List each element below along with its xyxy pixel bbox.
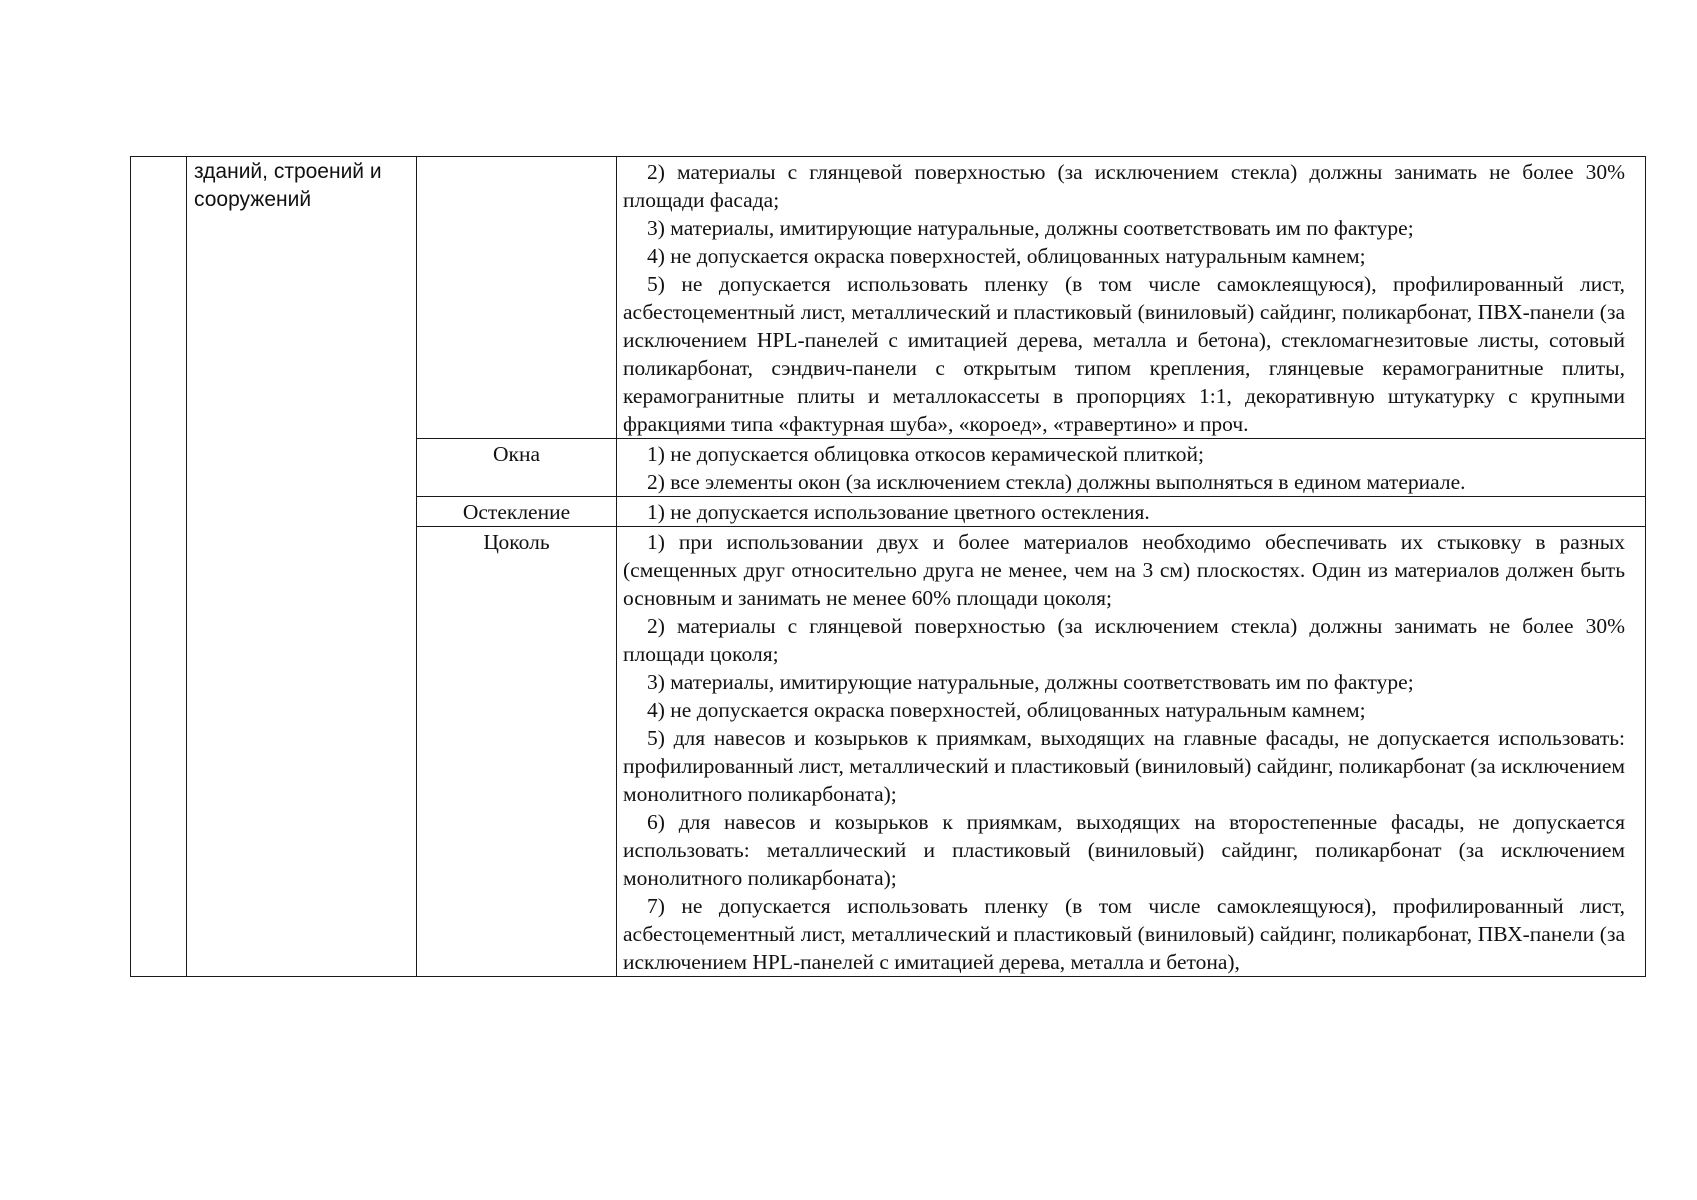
requirements-cell xyxy=(617,157,1646,439)
requirements-cell xyxy=(617,439,1646,497)
requirements-table xyxy=(130,156,1646,977)
element-cell: Остекление xyxy=(417,497,617,527)
element-cell xyxy=(417,157,617,439)
requirement-item: 2) материалы с глянцевой поверхностью (за исключением стекла) должны занимать не более 30% площади цоколя; xyxy=(623,614,1625,666)
table-row xyxy=(131,157,1646,439)
requirement-item: 5) для навесов и козырьков к приямкам, выходящих на главные фасады, не допускается использовать: профилированный лист, металлический и пластиковый (виниловый) сайдинг, поликарбонат (за исключением монолитного поликарбоната); xyxy=(623,726,1625,806)
requirement-item: 4) не допускается окраска поверхностей, облицованных натуральным камнем; xyxy=(647,698,1366,722)
element-cell: Цоколь xyxy=(417,527,617,977)
element-cell: Окна xyxy=(417,439,617,497)
requirements-cell xyxy=(617,497,1646,527)
requirement-item: 5) не допускается использовать пленку (в том числе самоклеящуюся), профилированный лист, асбестоцементный лист, металлический и пластиковый (виниловый) сайдинг, поликарбонат, ПВХ-панели (за исключением HPL-панелей с имитацией дерева, металла и бетона), стекломагнезитовые листы, сотовый поликарбонат, сэндвич-панели с открытым типом крепления, глянцевые керамогранитные плиты, керамогранитные плиты и металлокассеты в пропорциях 1:1, декоративную штукатурку с крупными фракциями типа «фактурная шуба», «короед», «травертино» и проч. xyxy=(623,272,1625,436)
requirement-item: 3) материалы, имитирующие натуральные, должны соответствовать им по фактуре; xyxy=(647,670,1414,694)
requirement-item: 1) не допускается использование цветного остекления. xyxy=(647,500,1150,524)
requirement-item: 4) не допускается окраска поверхностей, облицованных натуральным камнем; xyxy=(647,244,1366,268)
requirement-item: 6) для навесов и козырьков к приямкам, выходящих на второстепенные фасады, не допускается использовать: металлический и пластиковый (виниловый) сайдинг, поликарбонат (за исключением монолитного поликарбоната); xyxy=(623,810,1625,890)
requirement-item: 3) материалы, имитирующие натуральные, должны соответствовать им по фактуре; xyxy=(647,216,1414,240)
object-cell: зданий, строений и сооружений xyxy=(187,157,417,977)
requirement-item: 1) не допускается облицовка откосов керамической плиткой; xyxy=(647,442,1205,466)
requirements-cell xyxy=(617,527,1646,977)
number-cell xyxy=(131,157,187,977)
requirement-item: 1) при использовании двух и более материалов необходимо обеспечивать их стыковку в разных (смещенных друг относительно друга не менее, чем на 3 см) плоскостях. Один из материалов должен быть основным и занимать не менее 60% площади цоколя; xyxy=(623,530,1625,610)
requirement-item: 7) не допускается использовать пленку (в том числе самоклеящуюся), профилированный лист, асбестоцементный лист, металлический и пластиковый (виниловый) сайдинг, поликарбонат, ПВХ-панели (за исключением HPL-панелей с имитацией дерева, металла и бетона), xyxy=(623,894,1625,974)
requirement-item: 2) материалы с глянцевой поверхностью (за исключением стекла) должны занимать не более 30% площади фасада; xyxy=(623,160,1625,212)
requirement-item: 2) все элементы окон (за исключением стекла) должны выполняться в едином материале. xyxy=(647,470,1466,494)
